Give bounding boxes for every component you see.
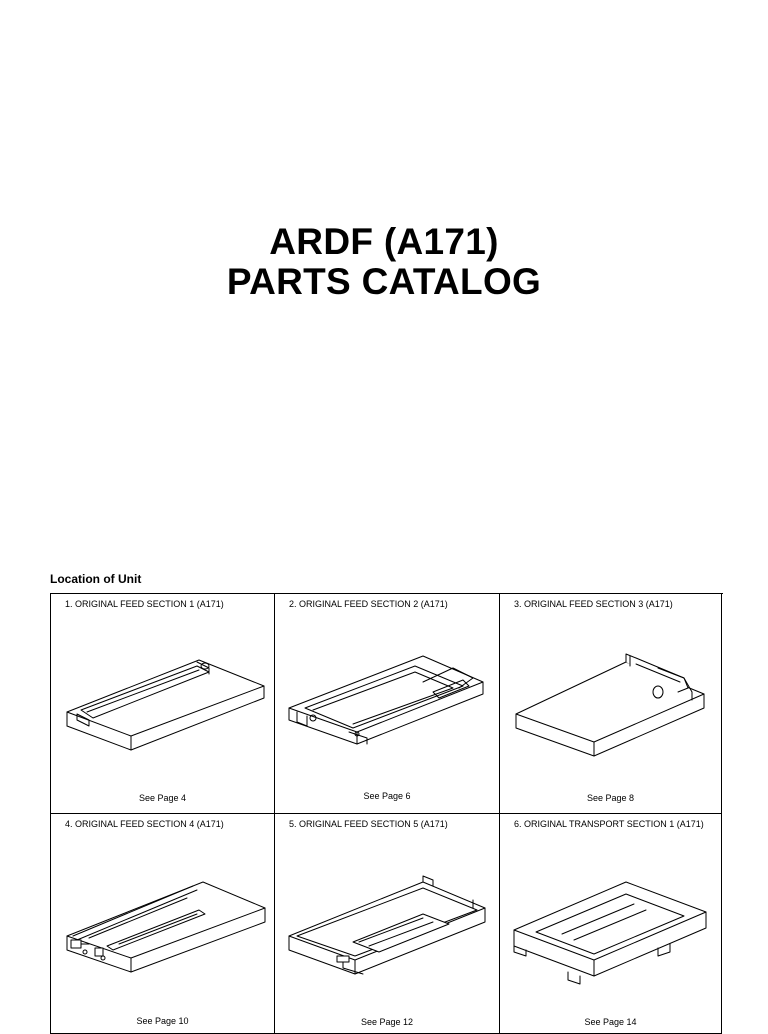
unit-label: 4. ORIGINAL FEED SECTION 4 (A171) — [65, 819, 224, 829]
section-heading: Location of Unit — [50, 572, 142, 586]
unit-label: 3. ORIGINAL FEED SECTION 3 (A171) — [514, 599, 673, 609]
feed-section-4-drawing — [59, 852, 267, 992]
page-reference: See Page 8 — [586, 793, 635, 803]
page-reference: See Page 4 — [138, 793, 187, 803]
unit-label: 6. ORIGINAL TRANSPORT SECTION 1 (A171) — [514, 819, 704, 829]
document-title — [0, 222, 768, 302]
page-reference: See Page 10 — [136, 1016, 189, 1026]
title-line-2: PARTS CATALOG — [226, 261, 542, 302]
unit-cell-2 — [275, 594, 500, 814]
title-line-1: ARDF (A171) — [269, 221, 499, 262]
unit-label: 1. ORIGINAL FEED SECTION 1 (A171) — [65, 599, 224, 609]
page-reference: See Page 6 — [363, 791, 411, 801]
feed-section-1-drawing — [59, 632, 267, 772]
unit-cell-6 — [500, 814, 722, 1034]
transport-section-1-drawing — [508, 852, 716, 992]
feed-section-3-drawing — [508, 632, 716, 772]
unit-cell-1 — [51, 594, 275, 814]
unit-location-grid — [50, 593, 723, 1034]
unit-label: 5. ORIGINAL FEED SECTION 5 (A171) — [289, 819, 448, 829]
page-reference: See Page 14 — [584, 1017, 637, 1027]
unit-cell-4 — [51, 814, 275, 1034]
feed-section-2-drawing — [283, 632, 491, 772]
unit-label: 2. ORIGINAL FEED SECTION 2 (A171) — [289, 599, 448, 609]
feed-section-5-drawing — [283, 852, 491, 992]
page-reference: See Page 12 — [360, 1017, 414, 1027]
unit-cell-5 — [275, 814, 500, 1034]
unit-cell-3 — [500, 594, 722, 814]
